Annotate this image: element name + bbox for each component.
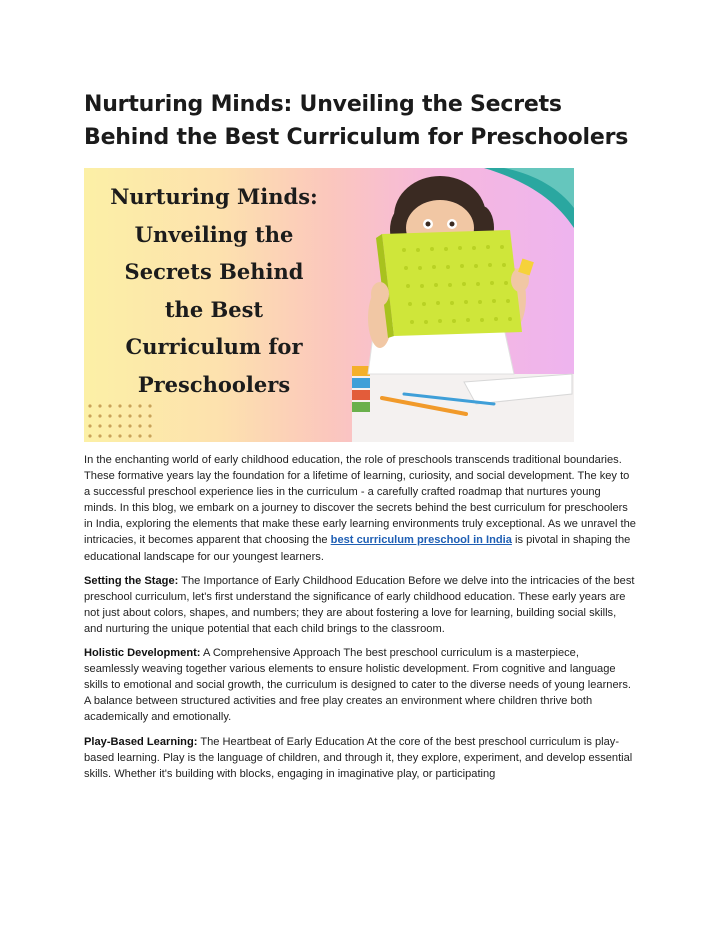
play-based-heading: Play-Based Learning: — [84, 735, 198, 748]
banner-title-line: Nurturing Minds: — [110, 184, 318, 209]
hero-banner — [84, 168, 574, 442]
banner-title — [98, 178, 330, 403]
play-based-paragraph — [84, 734, 636, 782]
intro-paragraph — [84, 452, 636, 565]
block-yellow — [352, 366, 370, 376]
decorative-dots — [88, 404, 151, 437]
article-body — [84, 452, 636, 790]
block-red — [352, 390, 370, 400]
holistic-heading: Holistic Development: — [84, 647, 201, 660]
banner-title-line: Curriculum for — [125, 334, 303, 359]
page-title: Nurturing Minds: Unveiling the Secrets Behind the Best Curriculum for Preschoolers — [84, 92, 629, 150]
banner-title-line: Secrets Behind — [124, 259, 304, 284]
block-green — [352, 402, 370, 412]
banner-title-line: the Best — [164, 296, 264, 322]
play-based-text: The Heartbeat of Early Education At the core of the best preschool curriculum is play-based learning. Play is the language of children, and through it, they explore, experiment, and develop essential skills. Whether it's building with blocks, engaging in imaginative play, or participating — [84, 735, 633, 780]
holistic-text: A Comprehensive Approach The best preschool curriculum is a masterpiece, seamlessly weaving together various elements to ensure holistic development. From cognitive and language skills to emotional and social growth, the curriculum is designed to cater to the diverse needs of young learners. A balance between structured activities and free play creates an environment where children thrive both academically and emotionally. — [84, 647, 631, 724]
hand-left — [371, 282, 389, 306]
setting-stage-paragraph — [84, 573, 636, 637]
banner-title-line: Preschoolers — [137, 371, 291, 397]
intro-text-before-link: In the enchanting world of early childhood education, the role of preschools transcends traditional boundaries. These formative years lay the foundation for a lifetime of learning, curiosity, and social development. The key to a successful preschool experience lies in the curriculum - a carefully crafted roadmap that nurtures young minds. In this blog, we embark on a journey to discover the secrets behind the best curriculum for preschoolers in India, exploring the elements that make these early learning environments truly exceptional. As we unravel the intricacies, it becomes apparent that choosing the — [84, 454, 636, 547]
holistic-paragraph — [84, 645, 636, 725]
best-curriculum-link[interactable]: best curriculum preschool in India — [330, 534, 512, 547]
pupil-right — [450, 222, 455, 227]
setting-stage-text: The Importance of Early Childhood Education Before we delve into the intricacies of the best preschool curriculum, let's first understand the significance of early childhood education. These early years are not just about colors, shapes, and numbers; they are about fostering a love for learning, building social skills, and nurturing the unique potential that each child brings to the classroom. — [84, 574, 635, 635]
block-blue — [352, 378, 370, 388]
banner-title-line: Unveiling the — [134, 221, 294, 247]
intro-text-after-link: is pivotal in shaping the educational landscape for our youngest learners. — [84, 534, 631, 563]
setting-stage-heading: Setting the Stage: — [84, 574, 179, 587]
pupil-left — [426, 222, 431, 227]
